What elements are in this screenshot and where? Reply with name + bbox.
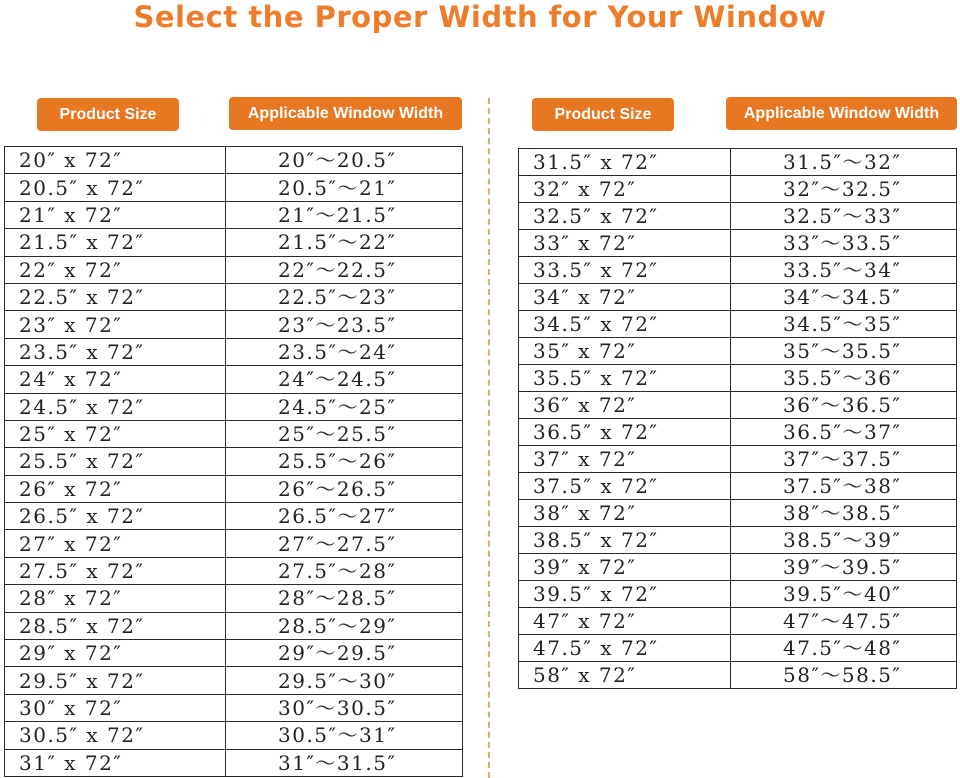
table-row <box>519 338 957 365</box>
window-width-cell: 24″～24.5″ <box>226 366 463 393</box>
product-size-cell: 23″ x 72″ <box>5 311 226 338</box>
product-size-cell: 38″ x 72″ <box>519 500 731 527</box>
page-title: Select the Proper Width for Your Window <box>133 0 827 34</box>
table-row <box>5 229 463 256</box>
product-size-cell: 20.5″ x 72″ <box>5 174 226 201</box>
window-width-cell: 37.5″～38″ <box>731 473 957 500</box>
window-width-cell: 22″～22.5″ <box>226 256 463 283</box>
right-size-table <box>518 148 957 689</box>
product-size-cell: 35.5″ x 72″ <box>519 365 731 392</box>
window-width-cell: 36″～36.5″ <box>731 392 957 419</box>
window-width-cell: 32″～32.5″ <box>731 176 957 203</box>
table-row <box>5 503 463 530</box>
window-width-cell: 39″～39.5″ <box>731 554 957 581</box>
table-row <box>519 203 957 230</box>
window-width-cell: 20″～20.5″ <box>226 147 463 174</box>
window-width-cell: 35.5″～36″ <box>731 365 957 392</box>
table-row <box>519 149 957 176</box>
window-width-cell: 36.5″～37″ <box>731 419 957 446</box>
table-row <box>519 581 957 608</box>
product-size-cell: 38.5″ x 72″ <box>519 527 731 554</box>
table-row <box>5 420 463 447</box>
window-width-cell: 21.5″～22″ <box>226 229 463 256</box>
table-row <box>5 475 463 502</box>
product-size-cell: 24.5″ x 72″ <box>5 393 226 420</box>
product-size-cell: 31.5″ x 72″ <box>519 149 731 176</box>
product-size-cell: 27″ x 72″ <box>5 530 226 557</box>
left-size-table <box>4 146 463 777</box>
table-row <box>519 284 957 311</box>
product-size-cell: 31″ x 72″ <box>5 749 226 776</box>
product-size-cell: 29.5″ x 72″ <box>5 667 226 694</box>
table-row <box>5 585 463 612</box>
table-row <box>5 338 463 365</box>
window-width-cell: 33.5″～34″ <box>731 257 957 284</box>
window-width-cell: 37″～37.5″ <box>731 446 957 473</box>
product-size-cell: 58″ x 72″ <box>519 662 731 689</box>
column-divider <box>488 98 490 778</box>
table-row <box>5 448 463 475</box>
window-width-cell: 47.5″～48″ <box>731 635 957 662</box>
table-row <box>5 612 463 639</box>
product-size-cell: 23.5″ x 72″ <box>5 338 226 365</box>
product-size-cell: 36″ x 72″ <box>519 392 731 419</box>
table-row <box>5 393 463 420</box>
table-row <box>5 530 463 557</box>
product-size-cell: 21″ x 72″ <box>5 201 226 228</box>
table-row <box>519 392 957 419</box>
table-row <box>5 311 463 338</box>
window-width-cell: 29.5″～30″ <box>226 667 463 694</box>
product-size-cell: 32″ x 72″ <box>519 176 731 203</box>
product-size-cell: 39″ x 72″ <box>519 554 731 581</box>
table-row <box>5 283 463 310</box>
product-size-cell: 21.5″ x 72″ <box>5 229 226 256</box>
table-row <box>5 749 463 776</box>
right-product-size-header: Product Size <box>532 98 674 131</box>
product-size-cell: 30″ x 72″ <box>5 694 226 721</box>
window-width-cell: 34″～34.5″ <box>731 284 957 311</box>
window-width-cell: 28.5″～29″ <box>226 612 463 639</box>
window-width-cell: 38.5″～39″ <box>731 527 957 554</box>
window-width-cell: 29″～29.5″ <box>226 640 463 667</box>
product-size-cell: 25.5″ x 72″ <box>5 448 226 475</box>
product-size-cell: 39.5″ x 72″ <box>519 581 731 608</box>
table-row <box>5 366 463 393</box>
product-size-cell: 20″ x 72″ <box>5 147 226 174</box>
product-size-cell: 22″ x 72″ <box>5 256 226 283</box>
table-row <box>5 722 463 749</box>
product-size-cell: 37″ x 72″ <box>519 446 731 473</box>
product-size-cell: 30.5″ x 72″ <box>5 722 226 749</box>
window-width-cell: 27.5″～28″ <box>226 557 463 584</box>
window-width-cell: 26.5″～27″ <box>226 503 463 530</box>
table-row <box>519 365 957 392</box>
table-row <box>519 230 957 257</box>
product-size-cell: 24″ x 72″ <box>5 366 226 393</box>
window-width-cell: 25″～25.5″ <box>226 420 463 447</box>
window-width-cell: 32.5″～33″ <box>731 203 957 230</box>
window-width-cell: 24.5″～25″ <box>226 393 463 420</box>
table-row <box>519 473 957 500</box>
table-row <box>519 500 957 527</box>
window-width-cell: 47″～47.5″ <box>731 608 957 635</box>
product-size-cell: 33.5″ x 72″ <box>519 257 731 284</box>
table-row <box>519 311 957 338</box>
product-size-cell: 27.5″ x 72″ <box>5 557 226 584</box>
window-width-cell: 23.5″～24″ <box>226 338 463 365</box>
product-size-cell: 26.5″ x 72″ <box>5 503 226 530</box>
table-row <box>5 694 463 721</box>
window-width-cell: 31″～31.5″ <box>226 749 463 776</box>
window-width-cell: 34.5″～35″ <box>731 311 957 338</box>
window-width-cell: 39.5″～40″ <box>731 581 957 608</box>
window-width-cell: 33″～33.5″ <box>731 230 957 257</box>
window-width-cell: 26″～26.5″ <box>226 475 463 502</box>
product-size-cell: 34″ x 72″ <box>519 284 731 311</box>
product-size-cell: 32.5″ x 72″ <box>519 203 731 230</box>
table-row <box>519 176 957 203</box>
table-row <box>5 147 463 174</box>
product-size-cell: 37.5″ x 72″ <box>519 473 731 500</box>
table-row <box>519 635 957 662</box>
table-row <box>519 608 957 635</box>
window-width-cell: 23″～23.5″ <box>226 311 463 338</box>
table-row <box>5 557 463 584</box>
table-row <box>5 667 463 694</box>
product-size-cell: 28.5″ x 72″ <box>5 612 226 639</box>
product-size-cell: 29″ x 72″ <box>5 640 226 667</box>
table-row <box>519 662 957 689</box>
product-size-cell: 34.5″ x 72″ <box>519 311 731 338</box>
window-width-cell: 30.5″～31″ <box>226 722 463 749</box>
window-width-cell: 28″～28.5″ <box>226 585 463 612</box>
product-size-cell: 33″ x 72″ <box>519 230 731 257</box>
product-size-cell: 26″ x 72″ <box>5 475 226 502</box>
product-size-cell: 47.5″ x 72″ <box>519 635 731 662</box>
window-width-cell: 27″～27.5″ <box>226 530 463 557</box>
table-row <box>519 446 957 473</box>
window-width-cell: 30″～30.5″ <box>226 694 463 721</box>
right-window-width-header: Applicable Window Width <box>726 97 957 130</box>
window-width-cell: 22.5″～23″ <box>226 283 463 310</box>
table-row <box>519 527 957 554</box>
product-size-cell: 35″ x 72″ <box>519 338 731 365</box>
table-row <box>5 640 463 667</box>
window-width-cell: 58″～58.5″ <box>731 662 957 689</box>
window-width-cell: 35″～35.5″ <box>731 338 957 365</box>
table-row <box>5 174 463 201</box>
product-size-cell: 22.5″ x 72″ <box>5 283 226 310</box>
table-row <box>519 257 957 284</box>
table-row <box>519 554 957 581</box>
product-size-cell: 36.5″ x 72″ <box>519 419 731 446</box>
left-product-size-header: Product Size <box>37 98 179 131</box>
table-row <box>5 201 463 228</box>
left-window-width-header: Applicable Window Width <box>229 97 462 130</box>
window-width-cell: 25.5″～26″ <box>226 448 463 475</box>
table-row <box>519 419 957 446</box>
window-width-cell: 20.5″～21″ <box>226 174 463 201</box>
window-width-cell: 38″～38.5″ <box>731 500 957 527</box>
table-row <box>5 256 463 283</box>
window-width-cell: 31.5″～32″ <box>731 149 957 176</box>
product-size-cell: 47″ x 72″ <box>519 608 731 635</box>
product-size-cell: 25″ x 72″ <box>5 420 226 447</box>
product-size-cell: 28″ x 72″ <box>5 585 226 612</box>
window-width-cell: 21″～21.5″ <box>226 201 463 228</box>
